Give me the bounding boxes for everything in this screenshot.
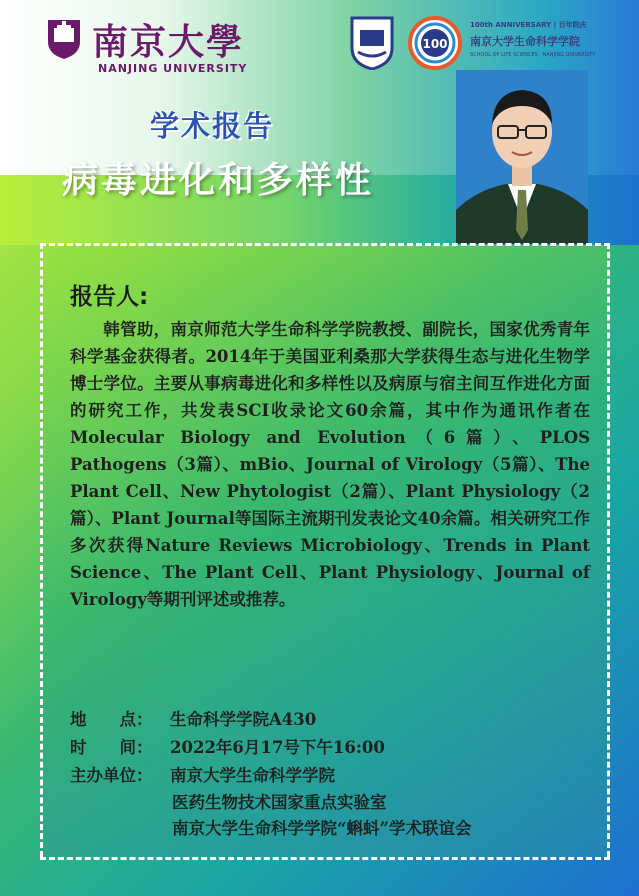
anniversary-line-1: 100th ANNIVERSARY | 百年院庆 — [470, 21, 587, 29]
time-label: 时 间： — [70, 738, 153, 757]
nju-crest-icon — [44, 16, 84, 60]
organizer-1: 南京大学生命科学学院 — [170, 766, 335, 785]
event-title: 病毒进化和多样性 — [62, 159, 375, 201]
frame-border-left — [40, 243, 43, 857]
organizer-3: 南京大学生命科学学院“蝌蚪”学术联谊会 — [172, 819, 472, 838]
frame-border-right — [607, 243, 610, 857]
time-row — [70, 734, 590, 758]
location-label: 地 点： — [70, 710, 153, 729]
anniversary-number: 100 — [422, 37, 448, 51]
organizer-label: 主办单位： — [70, 766, 153, 785]
organizer-row — [70, 762, 590, 786]
frame-border-top — [40, 243, 610, 246]
location-value: 生命科学学院A430 — [170, 710, 317, 729]
anniversary-line-3: SCHOOL OF LIFE SCIENCES · NANJING UNIVERSITY — [470, 52, 596, 58]
anniversary-line-2: 南京大学生命科学学院 — [470, 35, 580, 48]
university-name-cn: 南京大學 — [92, 21, 245, 63]
anniversary-logo-icon — [408, 16, 462, 70]
event-type: 学术报告 — [150, 109, 275, 143]
speaker-photo — [456, 70, 588, 244]
speaker-bio — [70, 316, 590, 613]
anniversary-text — [470, 20, 595, 58]
school-crest-icon — [350, 16, 394, 70]
organizer-2: 医药生物技术国家重点实验室 — [172, 793, 387, 812]
location-row — [70, 706, 590, 730]
speaker-heading: 报告人: — [70, 284, 149, 310]
university-name-en: NANJING UNIVERSITY — [98, 62, 248, 75]
frame-border-bottom — [40, 857, 610, 860]
time-value: 2022年6月17号下午16:00 — [170, 738, 385, 757]
speaker-bio-text: 韩管助，南京师范大学生命科学学院教授、副院长，国家优秀青年科学基金获得者。2014年于美国亚利桑那大学获得生态与进化生物学博士学位。主要从事病毒进化和多样性以及病原与宿主间互作进化方面的研究工作，共发表SCI收录论文60余篇，其中作为通讯作者在Molecular Biology and Evolution（6篇）、PLOS Pathogens（3篇）、mBio、Journal of Virology（5篇）、The Plant Cell、New Phytologist（2篇）、Plant Physiology（2篇）、Plant Journal等国际主流期刊发表论文40余篇。相关研究工作多次获得Nature Reviews Microbiology、Trends in Plant Science、The Plant Cell、Plant Physiology、Journal of Virology等期刊评述或推荐。 — [70, 320, 590, 609]
